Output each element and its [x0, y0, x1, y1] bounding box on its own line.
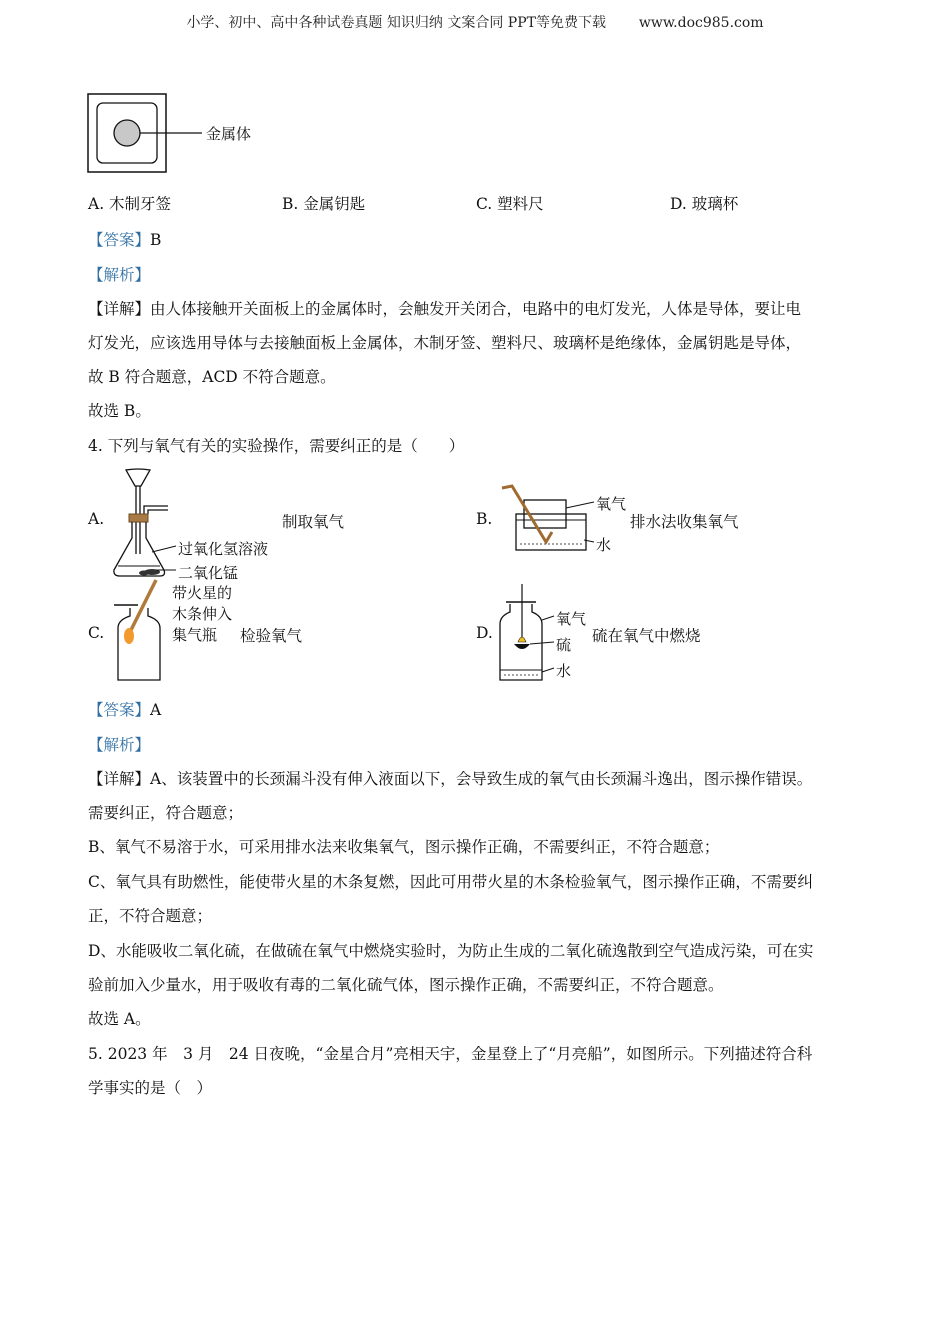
q4-option-d-caption: 硫在氧气中燃烧 — [592, 627, 701, 645]
page-header — [0, 12, 950, 32]
manganese-dioxide-label: 二氧化锰 — [178, 564, 239, 582]
metal-body-label: 金属体 — [206, 125, 252, 143]
detail-text: 由人体接触开关面板上的金属体时，会触发开关闭合，电路中的电灯发光，人体是导体，要让电 — [150, 300, 802, 318]
q3-conclusion: 故选 B。 — [88, 402, 151, 420]
q4-line-1 — [88, 767, 812, 789]
gas-test-figure — [108, 578, 178, 684]
q5-stem-line-2: 学事实的是（ ） — [88, 1079, 213, 1097]
d-sulfur-label: 硫 — [556, 636, 572, 654]
q3-analysis-tag: 【解析】 — [88, 266, 151, 284]
header-url: www.doc985.com — [638, 15, 764, 31]
d-oxygen-label: 氧气 — [556, 610, 587, 628]
answer-value: B — [150, 231, 162, 249]
answer-tag: 【答案】 — [88, 701, 151, 719]
q4-conclusion: 故选 A。 — [88, 1010, 151, 1028]
q4-option-d-letter: D. — [476, 624, 493, 642]
c-splint-label-3: 集气瓶 — [172, 626, 218, 644]
detail-text: A、该装置中的长颈漏斗没有伸入液面以下，会导致生成的氧气由长颈漏斗逸出，图示操作错误。 — [150, 770, 813, 788]
q4-option-a-letter: A. — [88, 510, 105, 528]
switch-panel-figure — [86, 92, 286, 176]
q4-stem: 4. 下列与氧气有关的实验操作，需要纠正的是（ ） — [88, 437, 465, 455]
q4-option-a-caption: 制取氧气 — [282, 513, 345, 531]
q4-option-c-letter: C. — [88, 624, 105, 642]
q4-line-6: D、水能吸收二氧化硫，在做硫在氧气中燃烧实验时，为防止生成的二氧化硫逸散到空气造成污染，可在实 — [88, 942, 814, 960]
q3-answer — [88, 228, 161, 250]
q4-option-b-letter: B. — [476, 510, 493, 528]
q4-analysis-tag: 【解析】 — [88, 736, 151, 754]
q4-option-b-caption: 排水法收集氧气 — [630, 513, 739, 531]
q4-answer — [88, 698, 161, 720]
q4-option-c-caption: 检验氧气 — [240, 627, 303, 645]
q5-stem-line-1: 5. 2023 年 3 月 24 日夜晚，“金星合月”亮相天宇，金星登上了“月亮船”，如图所示。下列描述符合科 — [88, 1045, 813, 1063]
hydrogen-peroxide-label: 过氧化氢溶液 — [178, 540, 269, 558]
c-splint-label-1: 带火星的 — [172, 584, 233, 602]
answer-tag: 【答案】 — [88, 231, 151, 249]
option-c: C. 塑料尺 — [476, 195, 544, 213]
header-text: 小学、初中、高中各种试卷真题 知识归纳 文案合同 PPT等免费下载 — [186, 15, 606, 31]
option-b: B. 金属钥匙 — [282, 195, 366, 213]
d-water-label: 水 — [556, 662, 572, 680]
b-oxygen-label: 氧气 — [596, 495, 627, 513]
b-water-label: 水 — [596, 536, 612, 554]
q4-line-4: C、氧气具有助燃性，能使带火星的木条复燃，因此可用带火星的木条检验氧气，图示操作正确，不需要纠 — [88, 873, 813, 891]
option-a: A. 木制牙签 — [88, 195, 172, 213]
detail-tag: 【详解】 — [88, 300, 151, 318]
q3-detail-line-2: 灯发光，应该选用导体与去接触面板上金属体，木制牙签、塑料尺、玻璃杯是绝缘体，金属钥匙是导体， — [88, 334, 802, 352]
answer-value: A — [150, 701, 162, 719]
q4-line-7: 验前加入少量水，用于吸收有毒的二氧化硫气体，图示操作正确，不需要纠正，不符合题意。 — [88, 976, 724, 994]
q4-line-5: 正，不符合题意； — [88, 907, 213, 925]
detail-tag: 【详解】 — [88, 770, 151, 788]
c-splint-label-2: 木条伸入 — [172, 605, 233, 623]
q4-line-2: 需要纠正，符合题意； — [88, 804, 244, 822]
option-d: D. 玻璃杯 — [670, 195, 739, 213]
q3-detail-line-1 — [88, 297, 801, 319]
q4-line-3: B、氧气不易溶于水，可采用排水法来收集氧气，图示操作正确，不需要纠正，不符合题意； — [88, 838, 720, 856]
q3-detail-line-3: 故 B 符合题意，ACD 不符合题意。 — [88, 368, 336, 386]
